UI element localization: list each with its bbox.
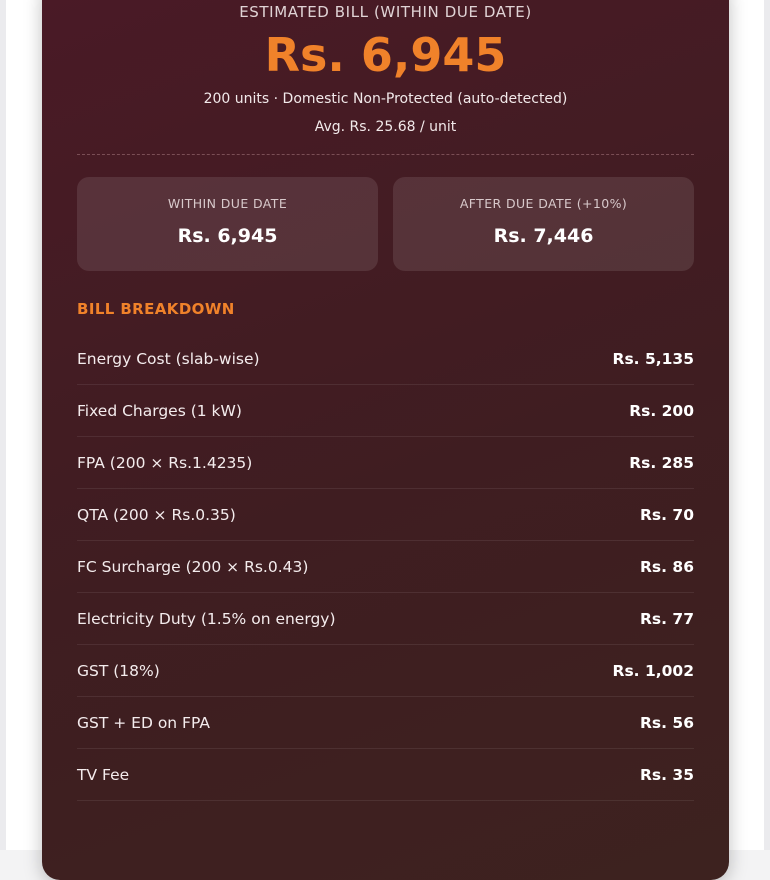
breakdown-row-value: Rs. 77 xyxy=(639,609,694,628)
bill-breakdown-list xyxy=(77,333,694,801)
breakdown-row-label: TV Fee xyxy=(77,765,130,784)
within-due-date-value: Rs. 6,945 xyxy=(177,225,278,247)
breakdown-row-label: Energy Cost (slab-wise) xyxy=(77,349,260,368)
breakdown-row-label: GST + ED on FPA xyxy=(77,713,210,732)
breakdown-row-label: FC Surcharge (200 × Rs.0.43) xyxy=(77,557,309,576)
breakdown-row-electricity-duty xyxy=(77,593,694,645)
breakdown-row-value: Rs. 285 xyxy=(629,453,694,472)
after-due-date-label: AFTER DUE DATE (+10%) xyxy=(459,196,628,211)
breakdown-row-label: Electricity Duty (1.5% on energy) xyxy=(77,609,336,628)
within-due-date-box xyxy=(77,177,378,271)
breakdown-row-qta xyxy=(77,489,694,541)
average-rate: Avg. Rs. 25.68 / unit xyxy=(314,119,457,135)
breakdown-row-fpa xyxy=(77,437,694,489)
breakdown-row-fixed-charges xyxy=(77,385,694,437)
breakdown-row-energy-cost xyxy=(77,333,694,385)
breakdown-row-gst xyxy=(77,645,694,697)
breakdown-row-value: Rs. 1,002 xyxy=(612,661,694,680)
after-due-date-box xyxy=(393,177,694,271)
breakdown-row-tv-fee xyxy=(77,749,694,801)
estimated-bill-label: ESTIMATED BILL (WITHIN DUE DATE) xyxy=(239,3,532,21)
breakdown-row-value: Rs. 5,135 xyxy=(612,349,694,368)
after-due-date-value: Rs. 7,446 xyxy=(493,225,594,247)
breakdown-row-value: Rs. 56 xyxy=(639,713,694,732)
breakdown-row-gst-ed-fpa xyxy=(77,697,694,749)
units-category-info: 200 units · Domestic Non-Protected (auto-detected) xyxy=(203,91,568,107)
dashed-divider xyxy=(77,154,694,155)
breakdown-row-label: FPA (200 × Rs.1.4235) xyxy=(77,453,253,472)
breakdown-row-fc-surcharge xyxy=(77,541,694,593)
bill-result-content xyxy=(77,0,694,801)
page-edge-left xyxy=(0,0,6,850)
breakdown-row-label: QTA (200 × Rs.0.35) xyxy=(77,505,236,524)
breakdown-row-value: Rs. 86 xyxy=(639,557,694,576)
breakdown-row-label: GST (18%) xyxy=(77,661,160,680)
bill-result-card xyxy=(42,0,729,880)
page-edge-right xyxy=(764,0,770,850)
breakdown-row-value: Rs. 200 xyxy=(629,401,694,420)
estimated-bill-amount: Rs. 6,945 xyxy=(264,28,507,82)
within-due-date-label: WITHIN DUE DATE xyxy=(167,196,288,211)
bill-breakdown-title: BILL BREAKDOWN xyxy=(77,300,235,318)
due-date-boxes xyxy=(77,177,694,271)
breakdown-row-value: Rs. 35 xyxy=(639,765,694,784)
breakdown-row-value: Rs. 70 xyxy=(639,505,694,524)
breakdown-row-label: Fixed Charges (1 kW) xyxy=(77,401,242,420)
